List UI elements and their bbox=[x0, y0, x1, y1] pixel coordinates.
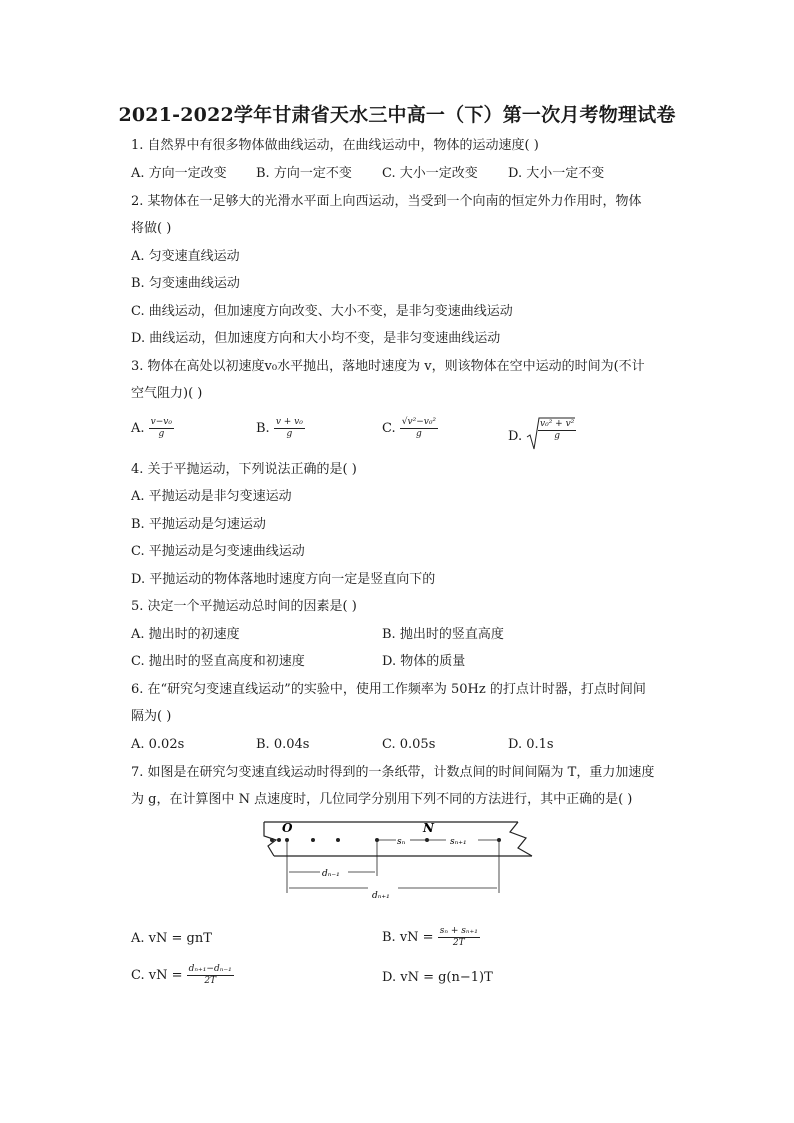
question-5-text: 5. 决定一个平抛运动总时间的因素是( ) bbox=[131, 599, 357, 614]
q3-c-numerator: √v²−v₀² bbox=[401, 417, 437, 427]
q1-option-b: B. 方向一定不变 bbox=[256, 166, 352, 181]
q6-option-b: B. 0.04s bbox=[256, 737, 310, 752]
q7-option-c bbox=[131, 964, 234, 987]
question-2-line-2: 将做( ) bbox=[131, 221, 172, 236]
q7-option-b-formula bbox=[438, 926, 480, 949]
q7-option-c-formula bbox=[187, 964, 234, 987]
q3-option-b-formula bbox=[274, 417, 305, 440]
q5-option-b: B. 抛出时的竖直高度 bbox=[382, 627, 504, 642]
q3-a-denominator: g bbox=[158, 429, 165, 439]
q2-option-a: A. 匀变速直线运动 bbox=[131, 249, 240, 264]
q7-b-denominator: 2T bbox=[452, 938, 465, 948]
q5-option-c: C. 抛出时的竖直高度和初速度 bbox=[131, 654, 305, 669]
q7-option-d: D. vN = g(n−1)T bbox=[382, 970, 493, 985]
q2-option-c: C. 曲线运动，但加速度方向改变、大小不变，是非匀变速曲线运动 bbox=[131, 304, 513, 319]
q3-option-a-label: A. bbox=[131, 421, 145, 436]
question-6-line-2: 隔为( ) bbox=[131, 709, 172, 724]
q4-option-c: C. 平抛运动是匀变速曲线运动 bbox=[131, 544, 305, 559]
q7-c-denominator: 2T bbox=[204, 976, 217, 986]
q7-c-numerator: dₙ₊₁−dₙ₋₁ bbox=[188, 964, 232, 974]
q3-option-b bbox=[256, 417, 305, 440]
label-o: O bbox=[282, 821, 293, 835]
tape-left-edge bbox=[264, 822, 276, 856]
tape-dot-n bbox=[425, 838, 429, 842]
tape-dot bbox=[277, 838, 281, 842]
q4-option-a: A. 平抛运动是非匀变速运动 bbox=[131, 489, 292, 504]
q3-d-denominator: g bbox=[554, 431, 561, 441]
q2-option-b: B. 匀变速曲线运动 bbox=[131, 276, 240, 291]
question-1-text: 1. 自然界中有很多物体做曲线运动，在曲线运动中，物体的运动速度( ) bbox=[131, 138, 539, 153]
label-sn1: sₙ₊₁ bbox=[450, 837, 467, 847]
label-dn1: dₙ₊₁ bbox=[372, 891, 390, 901]
q7-option-c-label: C. vN = bbox=[131, 968, 183, 983]
q3-option-a bbox=[131, 417, 174, 440]
paper-tape-figure bbox=[260, 818, 540, 908]
question-4-text: 4. 关于平抛运动，下列说法正确的是( ) bbox=[131, 462, 357, 477]
question-7-line-2: 为 g，在计算图中 N 点速度时，几位同学分别用下列不同的方法进行，其中正确的是( ) bbox=[131, 792, 633, 807]
q3-a-numerator: v−v₀ bbox=[150, 417, 172, 427]
label-dn-1: dₙ₋₁ bbox=[322, 869, 340, 879]
q1-option-d: D. 大小一定不变 bbox=[508, 166, 605, 181]
label-n: N bbox=[423, 821, 434, 835]
q7-b-numerator: sₙ + sₙ₊₁ bbox=[439, 926, 478, 936]
q1-option-a: A. 方向一定改变 bbox=[131, 166, 227, 181]
q6-option-d: D. 0.1s bbox=[508, 737, 554, 752]
q3-b-numerator: v + v₀ bbox=[275, 417, 303, 427]
tape-dot bbox=[311, 838, 315, 842]
label-sn: sₙ bbox=[397, 837, 406, 847]
q3-d-fraction bbox=[538, 419, 576, 442]
q6-option-a: A. 0.02s bbox=[131, 737, 185, 752]
page-title: 2021-2022学年甘肃省天水三中高一（下）第一次月考物理试卷 bbox=[118, 104, 676, 126]
q4-option-b: B. 平抛运动是匀速运动 bbox=[131, 517, 266, 532]
q3-d-numerator: v₀² + v² bbox=[540, 419, 575, 429]
q3-option-b-label: B. bbox=[256, 421, 270, 436]
tape-dot bbox=[270, 838, 274, 842]
q7-option-a: A. vN = gnT bbox=[131, 931, 212, 946]
q3-b-denominator: g bbox=[286, 429, 293, 439]
question-3-line-2: 空气阻力)( ) bbox=[131, 386, 203, 401]
question-3-line-1: 3. 物体在高处以初速度v₀水平抛出，落地时速度为 v，则该物体在空中运动的时间为(不计 bbox=[131, 359, 645, 374]
q3-option-c-formula bbox=[400, 417, 438, 440]
tape-right-edge bbox=[510, 822, 532, 856]
q7-option-b-label: B. vN = bbox=[382, 930, 434, 945]
q4-option-d: D. 平抛运动的物体落地时速度方向一定是竖直向下的 bbox=[131, 572, 436, 587]
q3-option-d-label: D. bbox=[508, 429, 523, 444]
q5-option-a: A. 抛出时的初速度 bbox=[131, 627, 240, 642]
q2-option-d: D. 曲线运动，但加速度方向和大小均不变，是非匀变速曲线运动 bbox=[131, 331, 501, 346]
q3-c-denominator: g bbox=[416, 429, 422, 439]
question-2-line-1: 2. 某物体在一足够大的光滑水平面上向西运动，当受到一个向南的恒定外力作用时，物体 bbox=[131, 194, 642, 209]
q5-option-d: D. 物体的质量 bbox=[382, 654, 466, 669]
q3-option-c-label: C. bbox=[382, 421, 396, 436]
q3-option-c bbox=[382, 417, 438, 440]
q3-option-d bbox=[508, 417, 576, 456]
q6-option-c: C. 0.05s bbox=[382, 737, 436, 752]
q1-option-c: C. 大小一定改变 bbox=[382, 166, 478, 181]
q7-option-b bbox=[382, 926, 480, 949]
tape-dot bbox=[336, 838, 340, 842]
question-6-line-1: 6. 在“研究匀变速直线运动”的实验中，使用工作频率为 50Hz 的打点计时器，打点时间间 bbox=[131, 682, 646, 697]
q3-option-a-formula bbox=[149, 417, 174, 440]
question-7-line-1: 7. 如图是在研究匀变速直线运动时得到的一条纸带，计数点间的时间间隔为 T，重力加速度 bbox=[131, 765, 655, 780]
